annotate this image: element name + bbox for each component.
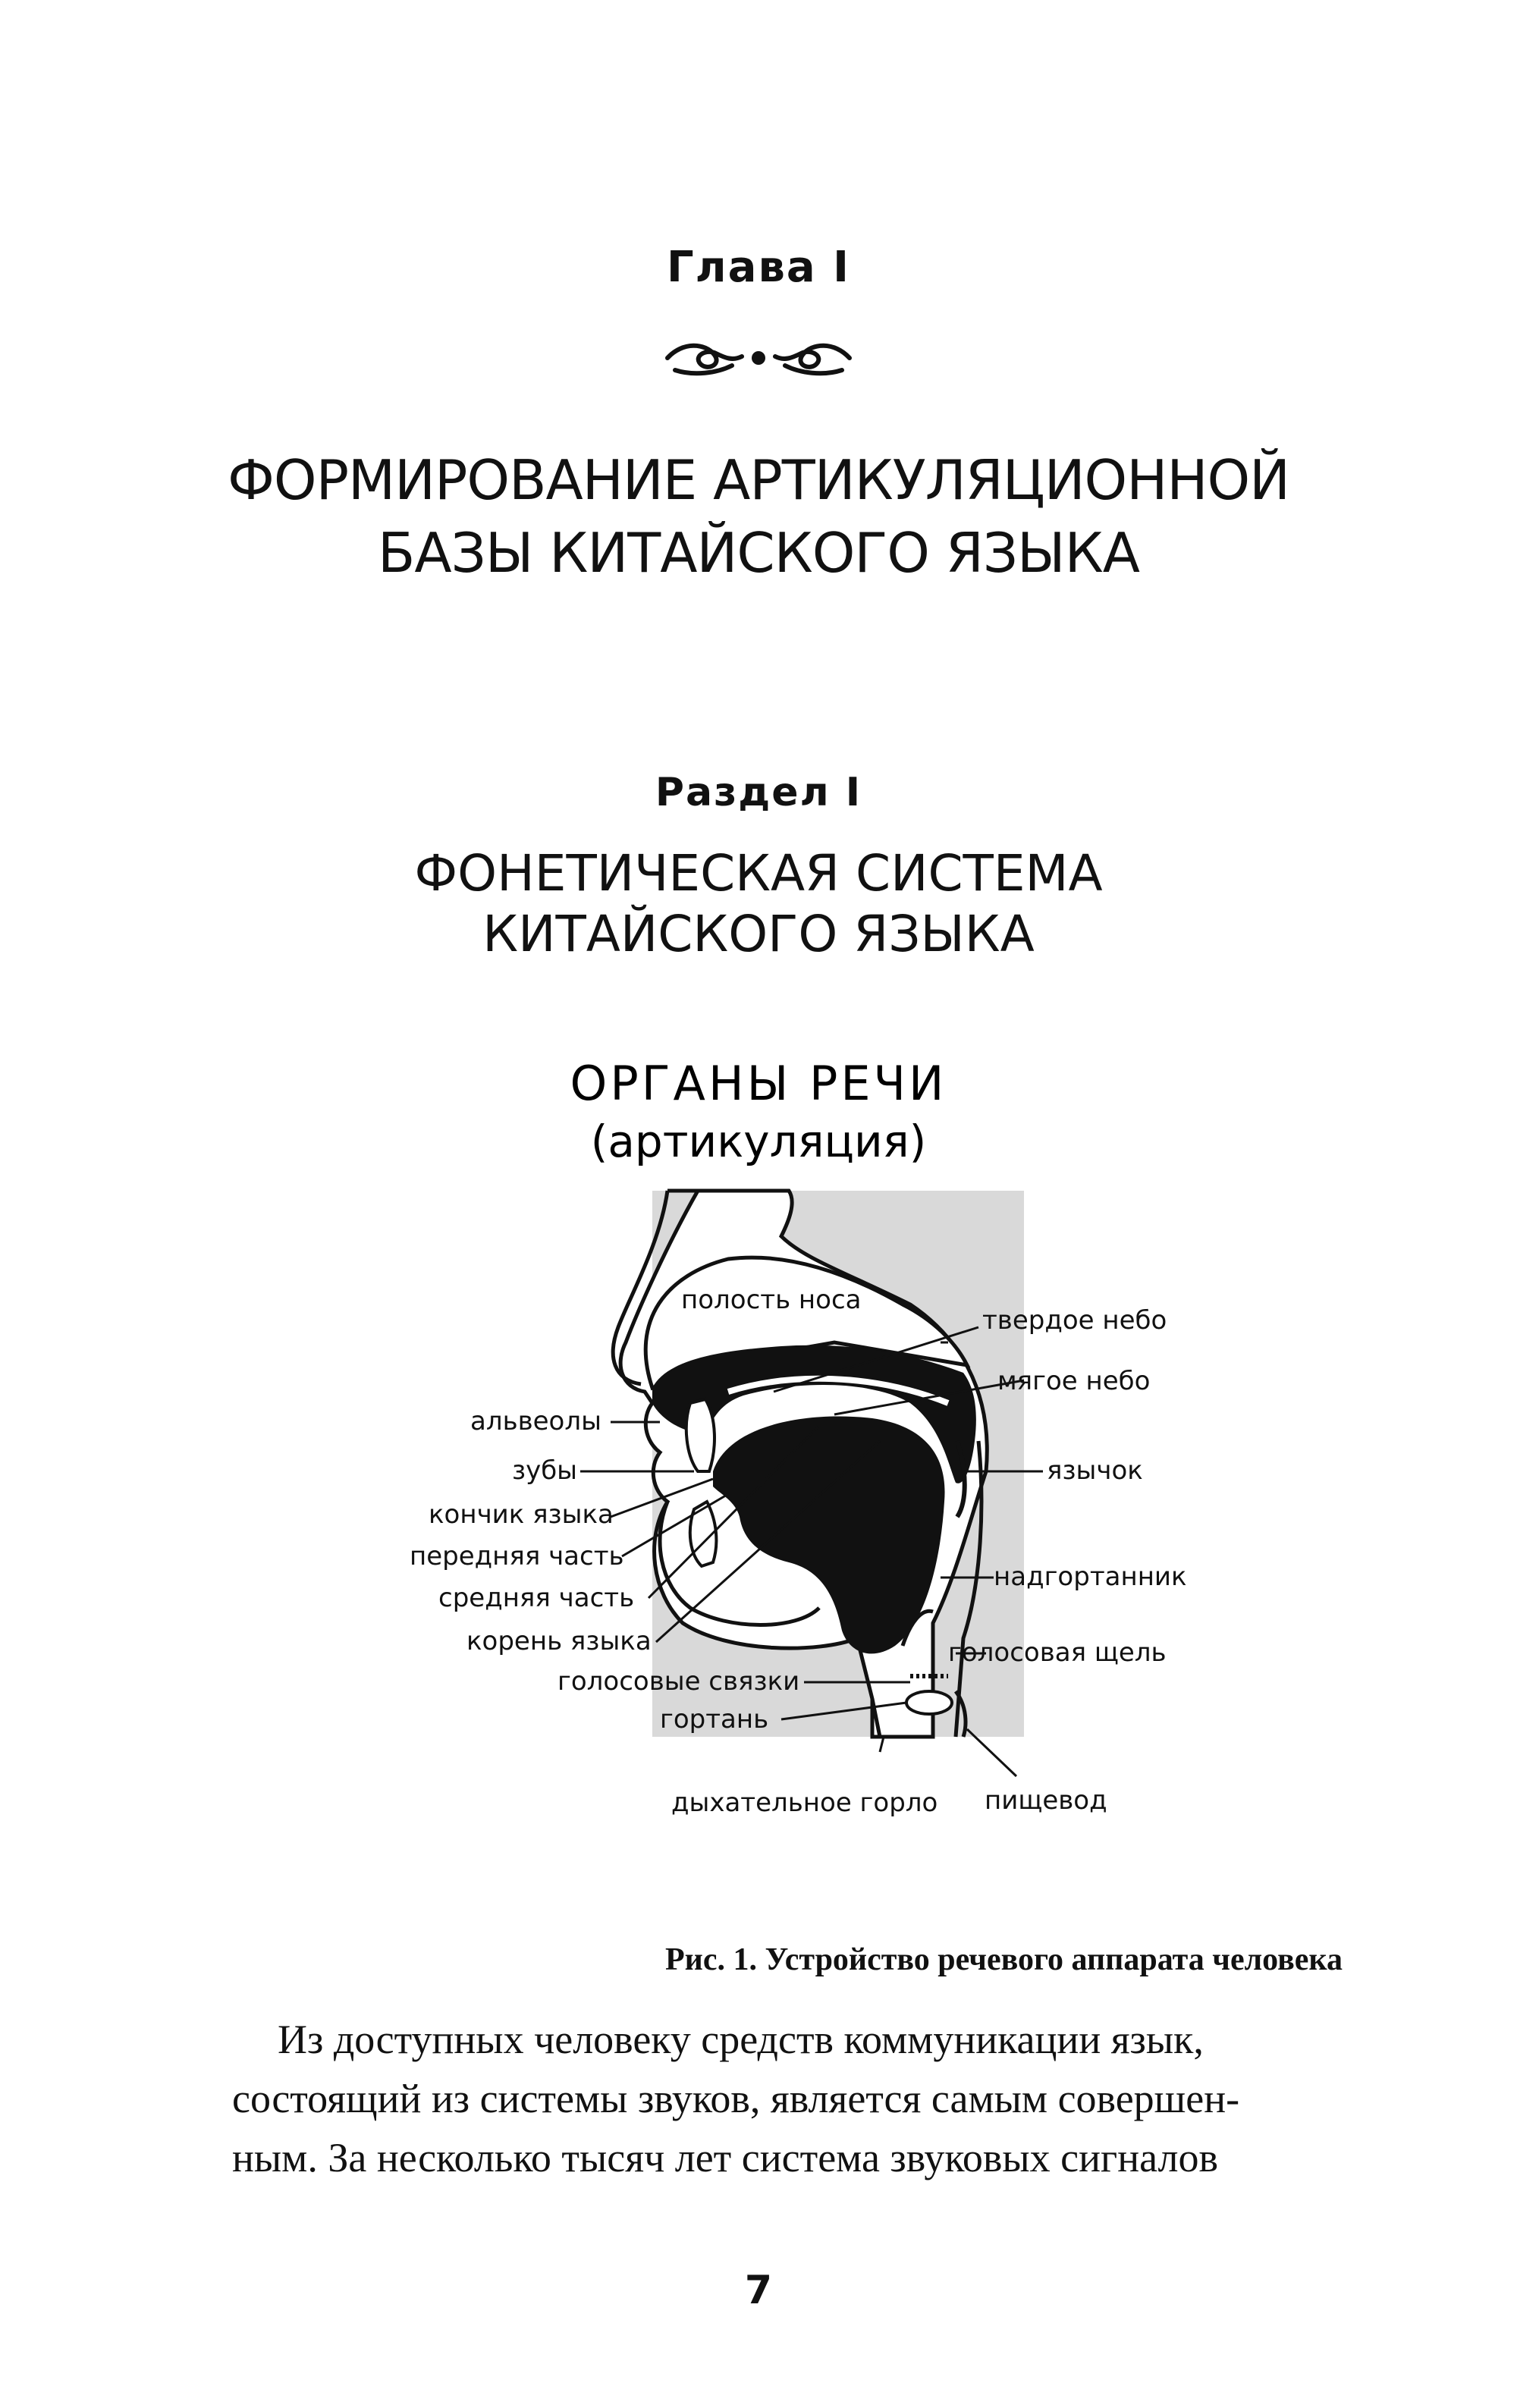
body-line: ным. За несколько тысяч лет система звуковых сигналов: [232, 2135, 1218, 2180]
label-soft-palate: мягое небо: [997, 1366, 1151, 1396]
chapter-label: Глава I: [666, 243, 851, 292]
body-paragraph: [232, 2010, 1343, 2187]
label-teeth: зубы: [512, 1455, 578, 1486]
leader-line: [880, 1737, 884, 1752]
label-hard-palate: твердое небо: [982, 1305, 1167, 1336]
diagram-subtitle: (артикуляция): [590, 1116, 927, 1167]
label-uvula: язычок: [1047, 1455, 1143, 1486]
label-trachea: дыхательное горло: [671, 1788, 938, 1818]
label-tongue-root: корень языка: [466, 1626, 652, 1656]
body-line: состоящий из системы звуков, является самым совершен-: [232, 2076, 1240, 2121]
label-larynx: гортань: [660, 1704, 769, 1735]
section-title: [0, 843, 1517, 965]
label-vocal-cords: голосовые связки: [557, 1666, 800, 1697]
label-nasal-cavity: полость носа: [681, 1285, 862, 1315]
label-tongue-tip: кончик языка: [429, 1499, 614, 1530]
label-tongue-middle: средняя часть: [438, 1583, 635, 1613]
section-label: Раздел I: [655, 770, 862, 815]
label-esophagus: пищевод: [985, 1785, 1107, 1816]
chapter-title-line: ФОРМИРОВАНИЕ АРТИКУЛЯЦИОННОЙ: [227, 448, 1290, 512]
upper-teeth: [686, 1399, 715, 1471]
figure-caption: Рис. 1. Устройство речевого аппарата человека: [665, 1942, 1343, 1977]
label-tongue-front: передняя часть: [410, 1541, 624, 1571]
section-title-line: ФОНЕТИЧЕСКАЯ СИСТЕМА: [414, 844, 1103, 903]
label-epiglottis: надгортанник: [994, 1562, 1187, 1592]
ornament-divider: [660, 326, 857, 387]
section-title-line: КИТАЙСКОГО ЯЗЫКА: [482, 905, 1035, 963]
body-line: Из доступных человеку средств коммуникации язык,: [278, 2017, 1204, 2062]
page-number: 7: [744, 2268, 773, 2313]
chapter-title-line: БАЗЫ КИТАЙСКОГО ЯЗЫКА: [378, 521, 1139, 585]
label-alveoli: альвеолы: [470, 1406, 601, 1436]
label-glottis: голосовая щель: [948, 1637, 1167, 1668]
chapter-title: [0, 444, 1517, 589]
diagram-title: ОРГАНЫ РЕЧИ: [570, 1056, 947, 1111]
larynx-shape: [906, 1691, 952, 1714]
speech-organs-diagram: [0, 1047, 1517, 1851]
